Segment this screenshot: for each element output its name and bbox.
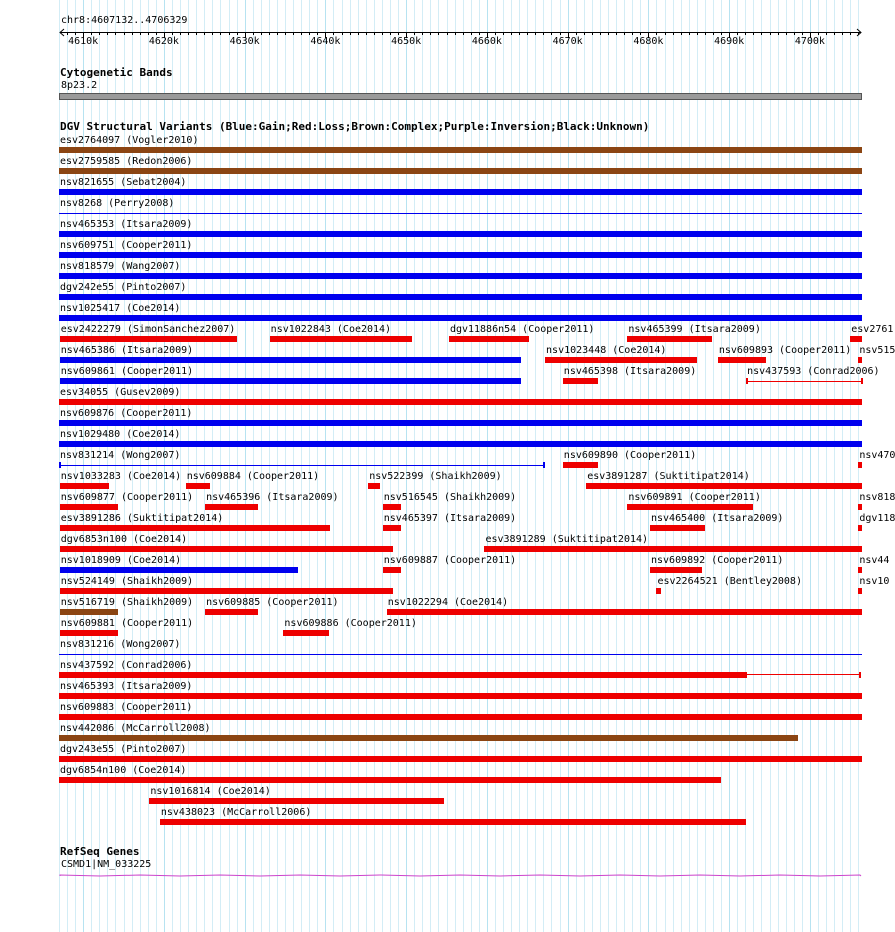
gene-model-csmd1[interactable] bbox=[0, 866, 890, 886]
variant-label[interactable]: nsv516719 (Shaikh2009) bbox=[60, 597, 194, 608]
variant-bar[interactable] bbox=[718, 357, 766, 363]
variant-label[interactable]: esv3891286 (Suktitipat2014) bbox=[60, 513, 224, 524]
variant-label[interactable]: nsv1033283 (Coe2014) bbox=[60, 471, 182, 482]
variant-label[interactable]: dgv6854n100 (Coe2014) bbox=[60, 765, 187, 776]
variant-label[interactable]: esv3891289 (Suktitipat2014) bbox=[485, 534, 649, 545]
variant-bar[interactable] bbox=[59, 465, 544, 466]
variant-bar[interactable] bbox=[650, 567, 702, 573]
variant-bar[interactable] bbox=[850, 336, 862, 342]
variant-bar[interactable] bbox=[650, 525, 705, 531]
variant-bar[interactable] bbox=[545, 357, 697, 363]
variant-bar[interactable] bbox=[449, 336, 529, 342]
variant-label[interactable]: nsv609876 (Cooper2011) bbox=[60, 408, 193, 419]
gene-intron-line bbox=[60, 875, 861, 876]
variant-label[interactable]: nsv437593 (Conrad2006) bbox=[747, 366, 880, 377]
variant-label[interactable]: nsv10 bbox=[859, 576, 890, 587]
variant-bar[interactable] bbox=[746, 381, 862, 382]
variant-bar[interactable] bbox=[60, 483, 109, 489]
variant-label[interactable]: nsv609861 (Cooper2011) bbox=[60, 366, 194, 377]
variant-endcap bbox=[59, 462, 61, 468]
variant-bar[interactable] bbox=[60, 357, 521, 363]
variant-label[interactable]: nsv821655 (Sebat2004) bbox=[60, 177, 187, 188]
tick-label: 4650k bbox=[391, 36, 422, 47]
variant-endcap bbox=[861, 378, 863, 384]
tick-label: 4670k bbox=[552, 36, 583, 47]
variant-label[interactable]: nsv609751 (Cooper2011) bbox=[60, 240, 193, 251]
variant-bar[interactable] bbox=[59, 693, 862, 699]
variant-bar[interactable] bbox=[59, 315, 862, 321]
variant-bar[interactable] bbox=[383, 567, 402, 573]
variant-endcap bbox=[328, 525, 330, 531]
variant-bar[interactable] bbox=[368, 483, 380, 489]
variant-label[interactable]: nsv818 bbox=[859, 492, 895, 503]
variant-label[interactable]: dgv243e55 (Pinto2007) bbox=[60, 744, 187, 755]
variant-label[interactable]: nsv609877 (Cooper2011) bbox=[60, 492, 194, 503]
variant-label[interactable]: dgv11886n54 (Cooper2011) bbox=[449, 324, 595, 335]
variant-label[interactable]: nsv465353 (Itsara2009) bbox=[60, 219, 193, 230]
variant-label[interactable]: nsv470 bbox=[859, 450, 895, 461]
variant-label[interactable]: nsv831214 (Wong2007) bbox=[60, 450, 181, 461]
variant-bar[interactable] bbox=[149, 798, 444, 804]
variant-label[interactable]: dgv6853n100 (Coe2014) bbox=[60, 534, 188, 545]
variant-bar[interactable] bbox=[627, 336, 712, 342]
variant-bar[interactable] bbox=[205, 609, 258, 615]
variant-bar[interactable] bbox=[59, 294, 862, 300]
variant-bar[interactable] bbox=[60, 630, 118, 636]
variant-label[interactable]: nsv609886 (Cooper2011) bbox=[284, 618, 417, 629]
variant-label[interactable]: nsv465396 (Itsara2009) bbox=[206, 492, 339, 503]
tick-label: 4640k bbox=[310, 36, 341, 47]
variant-label[interactable]: nsv831216 (Wong2007) bbox=[60, 639, 181, 650]
variant-label[interactable]: nsv609887 (Cooper2011) bbox=[383, 555, 517, 566]
tick-label: 4660k bbox=[471, 36, 502, 47]
variant-label[interactable]: nsv609883 (Cooper2011) bbox=[60, 702, 193, 713]
variant-bar[interactable] bbox=[59, 441, 862, 447]
variant-bar[interactable] bbox=[858, 462, 862, 468]
variant-tail bbox=[747, 674, 861, 675]
variant-label[interactable]: esv2759585 (Redon2006) bbox=[60, 156, 193, 167]
variant-label[interactable]: nsv1025417 (Coe2014) bbox=[60, 303, 181, 314]
variant-label[interactable]: nsv609881 (Cooper2011) bbox=[60, 618, 194, 629]
variant-bar[interactable] bbox=[59, 714, 862, 720]
variant-label[interactable]: nsv465397 (Itsara2009) bbox=[383, 513, 517, 524]
variant-label[interactable]: nsv1023448 (Coe2014) bbox=[546, 345, 667, 356]
variant-label[interactable]: nsv609890 (Cooper2011) bbox=[563, 450, 697, 461]
variant-bar[interactable] bbox=[59, 231, 862, 237]
variant-bar[interactable] bbox=[60, 504, 118, 510]
variant-label[interactable]: nsv442086 (McCarroll2008) bbox=[60, 723, 211, 734]
variant-bar[interactable] bbox=[563, 378, 598, 384]
variant-bar[interactable] bbox=[59, 168, 862, 174]
variant-label[interactable]: nsv465398 (Itsara2009) bbox=[563, 366, 697, 377]
variant-bar[interactable] bbox=[205, 504, 258, 510]
variant-label[interactable]: esv3891287 (Suktitipat2014) bbox=[587, 471, 750, 482]
variant-bar[interactable] bbox=[60, 609, 118, 615]
variant-bar[interactable] bbox=[563, 462, 598, 468]
variant-bar[interactable] bbox=[60, 546, 393, 552]
variant-label[interactable]: nsv609893 (Cooper2011) bbox=[718, 345, 852, 356]
variant-endcap bbox=[859, 672, 861, 678]
location-label: chr8:4607132..4706329 bbox=[61, 15, 188, 26]
variant-bar[interactable] bbox=[59, 273, 862, 279]
variant-bar[interactable] bbox=[59, 672, 747, 678]
variant-label[interactable]: nsv1029480 (Coe2014) bbox=[60, 429, 181, 440]
cytoband-bar[interactable] bbox=[59, 93, 862, 100]
variant-label[interactable]: nsv44 bbox=[859, 555, 890, 566]
variant-bar[interactable] bbox=[858, 525, 862, 531]
variant-bar[interactable] bbox=[60, 525, 329, 531]
variant-bar[interactable] bbox=[283, 630, 328, 636]
variant-label[interactable]: nsv516545 (Shaikh2009) bbox=[383, 492, 517, 503]
variant-label[interactable]: nsv465393 (Itsara2009) bbox=[60, 681, 193, 692]
variant-bar[interactable] bbox=[59, 189, 862, 195]
variant-label[interactable]: nsv609884 (Cooper2011) bbox=[186, 471, 320, 482]
tick-label: 4690k bbox=[714, 36, 745, 47]
variant-label[interactable]: nsv515 bbox=[859, 345, 895, 356]
variant-bar[interactable] bbox=[59, 213, 862, 214]
dgv-track-title: DGV Structural Variants (Blue:Gain;Red:Loss;Brown:Complex;Purple:Inversion;Black:Unknown) bbox=[60, 120, 650, 133]
variant-label[interactable]: nsv524149 (Shaikh2009) bbox=[60, 576, 194, 587]
variant-bar[interactable] bbox=[59, 654, 862, 655]
variant-bar[interactable] bbox=[858, 567, 862, 573]
variant-bar[interactable] bbox=[160, 819, 746, 825]
variant-label[interactable]: nsv465386 (Itsara2009) bbox=[60, 345, 194, 356]
variant-endcap bbox=[746, 378, 748, 384]
refseq-track-title: RefSeq Genes bbox=[60, 845, 140, 858]
variant-bar[interactable] bbox=[59, 735, 798, 741]
variant-label[interactable]: nsv1022294 (Coe2014) bbox=[387, 597, 509, 608]
gene-label: CSMD1|NM_033225 bbox=[61, 859, 152, 870]
variant-endcap bbox=[543, 462, 545, 468]
variant-label[interactable]: esv2422279 (SimonSanchez2007) bbox=[60, 324, 236, 335]
variant-bar[interactable] bbox=[60, 588, 393, 594]
variant-label[interactable]: dgv242e55 (Pinto2007) bbox=[60, 282, 187, 293]
variant-label[interactable]: nsv437592 (Conrad2006) bbox=[60, 660, 193, 671]
variant-bar[interactable] bbox=[60, 378, 521, 384]
variant-label[interactable]: nsv818579 (Wang2007) bbox=[60, 261, 181, 272]
cytoband-track-title: Cytogenetic Bands bbox=[60, 66, 173, 79]
variant-label[interactable]: nsv1016814 (Coe2014) bbox=[150, 786, 271, 797]
cytoband-label: 8p23.2 bbox=[61, 80, 98, 91]
variant-bar[interactable] bbox=[383, 525, 402, 531]
variant-bar[interactable] bbox=[186, 483, 210, 489]
variant-bar[interactable] bbox=[627, 504, 753, 510]
tick-label: 4680k bbox=[633, 36, 664, 47]
variant-bar[interactable] bbox=[60, 567, 298, 573]
variant-label[interactable]: nsv609892 (Cooper2011) bbox=[651, 555, 784, 566]
variant-label[interactable]: dgv118 bbox=[859, 513, 895, 524]
variant-bar[interactable] bbox=[383, 504, 402, 510]
variant-bar[interactable] bbox=[270, 336, 412, 342]
variant-bar[interactable] bbox=[387, 609, 862, 615]
variant-bar[interactable] bbox=[858, 357, 862, 363]
variant-label[interactable]: esv34055 (Gusev2009) bbox=[60, 387, 181, 398]
variant-label[interactable]: nsv609885 (Cooper2011) bbox=[206, 597, 339, 608]
variant-bar[interactable] bbox=[656, 588, 660, 594]
variant-label[interactable]: nsv438023 (McCarroll2006) bbox=[160, 807, 312, 818]
variant-bar[interactable] bbox=[59, 147, 862, 153]
variant-bar[interactable] bbox=[59, 777, 721, 783]
variant-bar[interactable] bbox=[59, 420, 862, 426]
variant-bar[interactable] bbox=[586, 483, 862, 489]
variant-bar[interactable] bbox=[59, 399, 862, 405]
variant-bar[interactable] bbox=[59, 252, 862, 258]
variant-bar[interactable] bbox=[484, 546, 862, 552]
variant-bar[interactable] bbox=[60, 336, 238, 342]
variant-bar[interactable] bbox=[858, 504, 862, 510]
tick-label: 4630k bbox=[229, 36, 260, 47]
variant-label[interactable]: nsv8268 (Perry2008) bbox=[60, 198, 175, 209]
variant-label[interactable]: nsv465399 (Itsara2009) bbox=[628, 324, 761, 335]
variant-label[interactable]: nsv609891 (Cooper2011) bbox=[628, 492, 761, 503]
variant-label[interactable]: nsv1022843 (Coe2014) bbox=[270, 324, 392, 335]
variant-label[interactable]: nsv465400 (Itsara2009) bbox=[651, 513, 784, 524]
tick-label: 4610k bbox=[68, 36, 99, 47]
variant-label[interactable]: esv2764097 (Vogler2010) bbox=[60, 135, 199, 146]
tick-label: 4700k bbox=[794, 36, 825, 47]
tick-label: 4620k bbox=[148, 36, 179, 47]
variant-bar[interactable] bbox=[858, 588, 862, 594]
variant-label[interactable]: nsv522399 (Shaikh2009) bbox=[369, 471, 502, 482]
variant-label[interactable]: nsv1018909 (Coe2014) bbox=[60, 555, 182, 566]
variant-label[interactable]: esv2264521 (Bentley2008) bbox=[657, 576, 802, 587]
variant-bar[interactable] bbox=[59, 756, 862, 762]
variant-label[interactable]: esv2761 bbox=[851, 324, 894, 335]
